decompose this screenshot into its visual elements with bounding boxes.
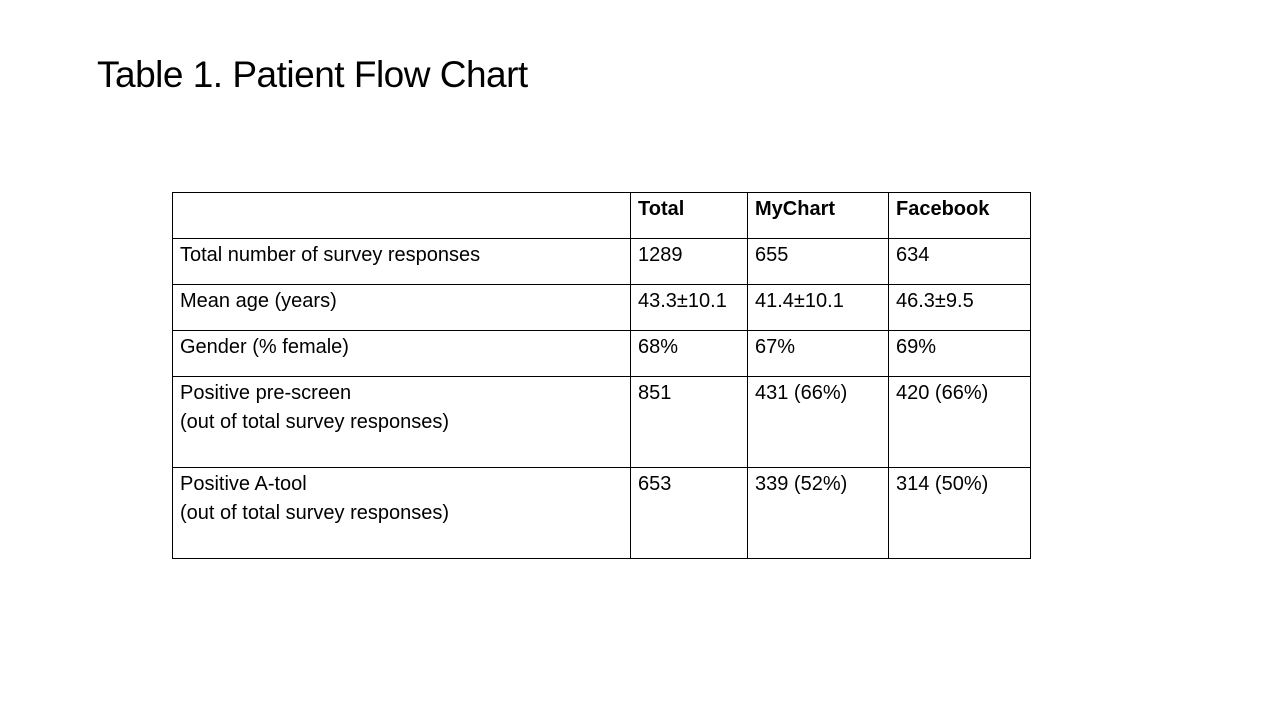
cell-mychart: 431 (66%) bbox=[748, 377, 889, 468]
cell-total: 1289 bbox=[631, 239, 748, 285]
table-row-gender bbox=[173, 331, 1031, 377]
cell-total: 851 bbox=[631, 377, 748, 468]
row-label: Positive A-tool (out of total survey responses) bbox=[173, 468, 631, 559]
cell-mychart: 41.4±10.1 bbox=[748, 285, 889, 331]
header-cell-facebook: Facebook bbox=[889, 193, 1031, 239]
cell-facebook: 314 (50%) bbox=[889, 468, 1031, 559]
slide-title: Table 1. Patient Flow Chart bbox=[97, 54, 528, 95]
row-label: Total number of survey responses bbox=[173, 239, 631, 285]
cell-total: 43.3±10.1 bbox=[631, 285, 748, 331]
cell-mychart: 339 (52%) bbox=[748, 468, 889, 559]
cell-facebook: 69% bbox=[889, 331, 1031, 377]
cell-facebook: 46.3±9.5 bbox=[889, 285, 1031, 331]
cell-total: 653 bbox=[631, 468, 748, 559]
cell-mychart: 67% bbox=[748, 331, 889, 377]
table-row-positive-prescreen bbox=[173, 377, 1031, 468]
row-label: Gender (% female) bbox=[173, 331, 631, 377]
patient-flow-table bbox=[172, 192, 1031, 559]
table-header-row bbox=[173, 193, 1031, 239]
header-cell-mychart: MyChart bbox=[748, 193, 889, 239]
header-cell-empty bbox=[173, 193, 631, 239]
cell-facebook: 420 (66%) bbox=[889, 377, 1031, 468]
row-label: Mean age (years) bbox=[173, 285, 631, 331]
header-cell-total: Total bbox=[631, 193, 748, 239]
table-row-positive-atool bbox=[173, 468, 1031, 559]
table-row-mean-age bbox=[173, 285, 1031, 331]
table-row-survey-responses bbox=[173, 239, 1031, 285]
cell-facebook: 634 bbox=[889, 239, 1031, 285]
cell-mychart: 655 bbox=[748, 239, 889, 285]
cell-total: 68% bbox=[631, 331, 748, 377]
row-label: Positive pre-screen (out of total survey responses) bbox=[173, 377, 631, 468]
